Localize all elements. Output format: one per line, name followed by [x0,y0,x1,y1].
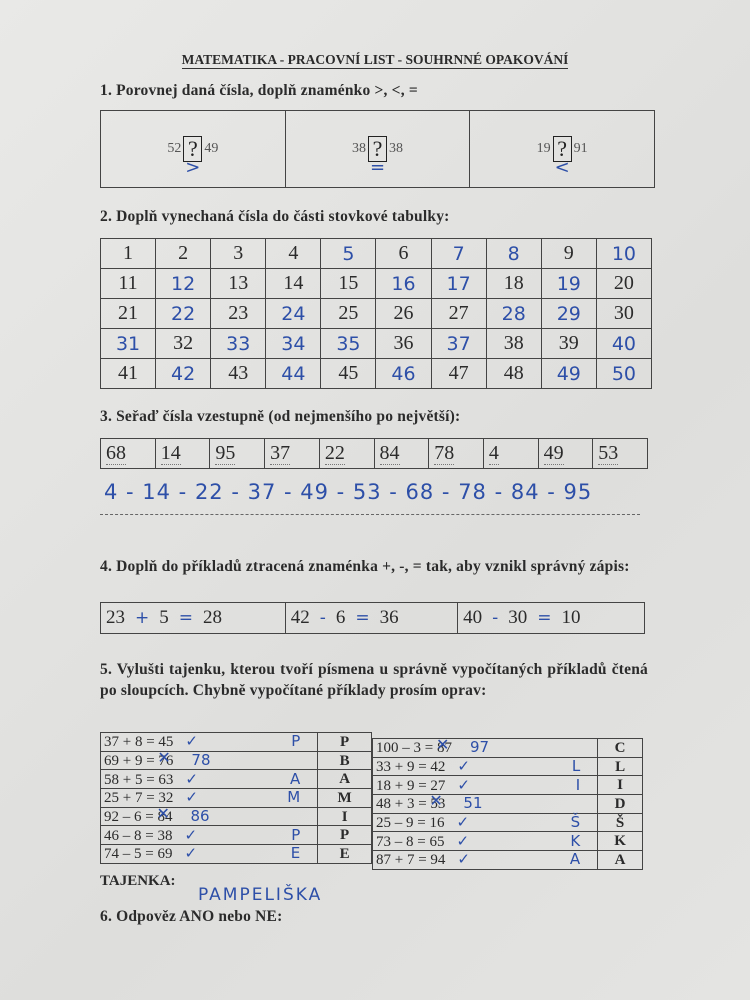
printed-number: 3 [211,239,266,269]
q3-handwritten-answer: 4 - 14 - 22 - 37 - 49 - 53 - 68 - 78 - 84 - 95 [104,480,593,504]
expression: 18 + 9 = [376,777,431,794]
result: 38 [157,827,173,844]
result: 32 [158,790,174,807]
printed-number: 2 [156,239,211,269]
handwritten-number: 35 [321,329,376,359]
handwritten-number: 44 [266,359,321,389]
equation-cell [101,826,318,845]
result: 42 [430,759,446,776]
number: 95 [215,442,236,464]
sort-numbers-table [100,438,648,469]
handwritten-number: 42 [156,359,211,389]
operand: 30 [508,607,528,628]
letter-cell: E [318,845,372,864]
number-cell [429,439,484,469]
number: 4 [488,442,499,464]
letter-cell: I [318,807,372,826]
table-row [373,813,643,832]
crossed-result: 76 ✕ [158,753,173,769]
equation-cell [101,733,318,752]
table-row [101,359,652,389]
result: 45 [158,734,174,751]
q5-left-table [100,732,372,864]
printed-number: 18 [486,269,541,299]
equation-cell [373,757,598,776]
expression: 87 + 7 = [376,852,431,869]
table-row [101,299,652,329]
expression: 58 + 5 = [104,771,159,788]
expression: 48 + 3 = [376,796,431,813]
check-mark: ✓ [185,732,198,751]
worksheet-title: MATEMATIKA - PRACOVNÍ LIST - SOUHRNNÉ OPAKOVÁNÍ [181,52,569,67]
handwritten-letter: I [575,775,581,794]
table-row [101,845,372,864]
check-mark: ✓ [184,825,198,844]
handwritten-number: 46 [376,359,431,389]
handwritten-number: 12 [156,269,211,299]
handwritten-number: 40 [596,329,651,359]
number-b: 91 [573,141,588,156]
handwritten-letter: A [569,850,581,869]
q2-heading: 2. Doplň vynechaná čísla do části stovkové tabulky: [100,208,450,225]
equation-cell [101,789,318,808]
handwritten-number: 49 [541,359,596,389]
q1-cell [285,111,470,188]
check-mark: ✓ [184,844,198,863]
check-mark: ✓ [457,850,470,869]
expression: 33 + 9 = [376,759,431,776]
handwritten-number: 22 [156,299,211,329]
letter-cell: I [598,776,643,795]
operand: 5 [159,607,169,628]
letter-cell: A [318,770,372,789]
handwritten-operator: - [492,608,499,628]
printed-number: 48 [486,359,541,389]
equation-cell [373,776,598,795]
check-mark: ✓ [456,813,470,832]
number-b: 38 [388,141,403,156]
printed-number: 36 [376,329,431,359]
handwritten-number: 17 [431,269,486,299]
handwritten-number: 50 [596,359,651,389]
handwritten-equals: = [537,608,552,628]
question-box: ? [553,136,572,162]
letter-cell: Š [598,813,643,832]
check-mark: ✓ [185,769,198,788]
handwritten-number: 8 [486,239,541,269]
expression: 69 + 9 = [104,753,159,770]
table-row [373,832,643,851]
correction: 51 [463,794,483,813]
printed-number: 47 [431,359,486,389]
result: 63 [158,771,174,788]
number-cell [538,439,593,469]
handwritten-number: 33 [211,329,266,359]
expression: 100 – 3 = [376,740,437,757]
printed-number: 11 [101,269,156,299]
crossed-result: 87 ✕ [437,740,452,756]
operand: 23 [106,607,125,628]
check-mark: ✓ [456,831,470,850]
handwritten-sign: > [185,157,201,178]
table-row [101,239,652,269]
tajenka-answer: PAMPELIŠKA [198,885,323,905]
printed-number: 25 [321,299,376,329]
printed-number: 26 [376,299,431,329]
operand: 6 [335,607,346,628]
printed-number: 4 [266,239,321,269]
printed-number: 27 [431,299,486,329]
table-row [101,751,372,770]
operand: 40 [463,607,483,628]
expression: 25 – 9 = [376,815,430,832]
number-a: 38 [351,141,366,156]
handwritten-number: 5 [321,239,376,269]
table-row [373,851,643,870]
table-row [101,826,372,845]
number-cell [319,439,374,469]
table-row [101,789,372,808]
check-mark: ✓ [457,775,470,794]
q1-cell [101,111,286,188]
q5-heading: 5. Vylušti tajenku, kterou tvoří písmena u správně vypočítaných příkladů čtená po sloupcích. Chybně vypočítané příklady prosím oprav: [100,661,648,699]
number: 84 [379,442,400,464]
handwritten-number: 16 [376,269,431,299]
expression: 46 – 8 = [104,827,158,844]
printed-number: 1 [101,239,156,269]
q4-heading: 4. Doplň do příkladů ztracená znaménka +, -, = tak, aby vznikl správný zápis: [100,558,630,575]
correction: 86 [190,807,210,826]
number: 14 [160,442,181,464]
handwritten-letter: L [571,757,581,776]
letter-cell: B [318,751,372,770]
printed-number: 20 [596,269,651,299]
tajenka-label: TAJENKA: [100,873,176,889]
handwritten-letter: E [290,844,301,863]
equation-cell [101,845,318,864]
printed-number: 45 [321,359,376,389]
q1-cell [470,111,655,188]
q6-heading: 6. Odpověz ANO nebo NE: [100,908,283,925]
table-row [373,795,643,814]
answer-line [100,514,640,515]
equation-cell [101,751,318,770]
equation-cell [373,813,598,832]
number: 53 [598,442,619,464]
check-mark: ✓ [457,757,470,776]
printed-number: 13 [211,269,266,299]
q5-right-table [372,738,643,870]
handwritten-letter: M [287,788,301,807]
check-mark: ✓ [185,788,198,807]
number-cell [265,439,320,469]
handwritten-number: 28 [486,299,541,329]
printed-number: 14 [266,269,321,299]
number-cell [210,439,265,469]
letter-cell: C [598,739,643,758]
handwritten-operator: - [319,608,326,628]
printed-number: 41 [101,359,156,389]
letter-cell: P [318,733,372,752]
result: 65 [429,833,445,850]
handwritten-number: 7 [431,239,486,269]
printed-number: 38 [486,329,541,359]
number: 49 [543,442,564,464]
number-a: 19 [536,141,551,156]
q3-heading: 3. Seřaď čísla vzestupně (od nejmenšího po největší): [100,408,461,425]
number-cell [374,439,429,469]
hundred-table [100,238,652,389]
equation-cell [101,807,318,826]
equation-cell [101,770,318,789]
table-row [101,770,372,789]
result: 28 [203,607,222,628]
handwritten-number: 10 [596,239,651,269]
equation-cell [458,603,645,634]
table-row [373,739,643,758]
handwritten-letter: K [570,831,581,850]
equation-cell [373,795,598,814]
number-cell [155,439,210,469]
expression: 37 + 8 = [104,734,159,751]
printed-number: 39 [541,329,596,359]
handwritten-equals: = [178,608,193,628]
expression: 74 – 5 = [104,846,158,863]
equation-cell [373,832,598,851]
number: 68 [106,442,126,464]
printed-number: 15 [321,269,376,299]
equation-cell [285,603,457,634]
expression: 92 – 6 = [104,809,158,826]
result: 94 [430,852,446,869]
handwritten-number: 29 [541,299,596,329]
equation-cell [373,851,598,870]
letter-cell: K [598,832,643,851]
table-row [373,776,643,795]
handwritten-equals: = [355,608,370,628]
table-row [101,269,652,299]
number: 37 [270,442,291,464]
table-row [373,757,643,776]
result: 10 [561,607,581,628]
printed-number: 6 [376,239,431,269]
handwritten-number: 37 [431,329,486,359]
question-box: ? [368,136,387,162]
letter-cell: M [318,789,372,808]
q1-table [100,110,655,188]
handwritten-number: 19 [541,269,596,299]
result: 16 [429,815,445,832]
crossed-result: 84 ✕ [157,809,172,825]
printed-number: 9 [541,239,596,269]
letter-cell: A [598,851,643,870]
handwritten-sign: < [554,157,570,178]
correction: 78 [191,751,211,770]
equation-cell [101,603,286,634]
number-cell [101,439,156,469]
handwritten-sign: = [369,157,386,178]
q4-table [100,602,645,634]
letter-cell: D [598,795,643,814]
handwritten-letter: Š [570,813,581,832]
printed-number: 30 [596,299,651,329]
number-cell [593,439,648,469]
printed-number: 21 [101,299,156,329]
table-row [101,329,652,359]
expression: 73 – 8 = [376,833,430,850]
equation-cell [373,739,598,758]
handwritten-number: 34 [266,329,321,359]
q1-heading: 1. Porovnej daná čísla, doplň znaménko >, <, = [100,82,418,99]
expression: 25 + 7 = [104,790,159,807]
number-cell [483,439,538,469]
handwritten-operator: + [135,608,150,628]
question-box: ? [183,136,202,162]
number-a: 52 [167,141,182,156]
result: 27 [430,777,446,794]
number-b: 49 [204,141,219,156]
printed-number: 32 [156,329,211,359]
number: 22 [324,442,345,464]
result: 36 [379,607,399,628]
result: 69 [157,846,173,863]
handwritten-letter: P [291,732,301,751]
number: 78 [434,442,455,464]
handwritten-number: 24 [266,299,321,329]
operand: 42 [290,607,310,628]
correction: 97 [469,738,490,757]
handwritten-number: 31 [101,329,156,359]
table-row [101,733,372,752]
printed-number: 43 [211,359,266,389]
printed-number: 23 [211,299,266,329]
letter-cell: P [318,826,372,845]
handwritten-letter: P [291,825,301,844]
handwritten-letter: A [289,769,301,788]
crossed-result: 53 ✕ [430,796,445,812]
letter-cell: L [598,757,643,776]
table-row [101,807,372,826]
